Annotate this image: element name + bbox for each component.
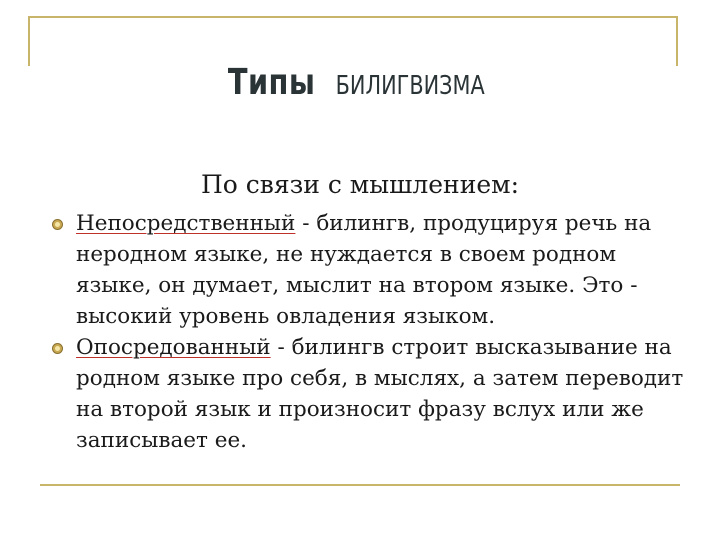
title-word-2: БИЛИГВИЗМА xyxy=(335,71,485,101)
frame-bottom-line xyxy=(40,484,680,486)
bullet-icon xyxy=(52,219,63,230)
slide-title xyxy=(0,62,720,103)
list-item xyxy=(56,208,696,332)
item-text: - билингв строит высказывание на родном языке про себя, в мыслях, а затем переводит на второй язык и произносит фразу вслух или же записывает ее. xyxy=(76,335,684,453)
term-direct: Непосредственный xyxy=(76,211,296,236)
bullet-icon xyxy=(52,343,63,354)
frame-right-line xyxy=(676,16,678,66)
item-text: - билингв, продуцируя речь на неродном языке, не нуждается в своем родном языке, он думает, мыслит на втором языке. Это - высокий уровень овладения языком. xyxy=(76,211,652,329)
bullet-list xyxy=(56,208,696,456)
frame-left-line xyxy=(28,16,30,66)
term-mediated: Опосредованный xyxy=(76,335,271,360)
list-item xyxy=(56,332,696,456)
title-word-1: Типы xyxy=(227,62,315,103)
slide-subtitle: По связи с мышлением: xyxy=(200,170,520,199)
frame-top-line xyxy=(28,16,676,18)
